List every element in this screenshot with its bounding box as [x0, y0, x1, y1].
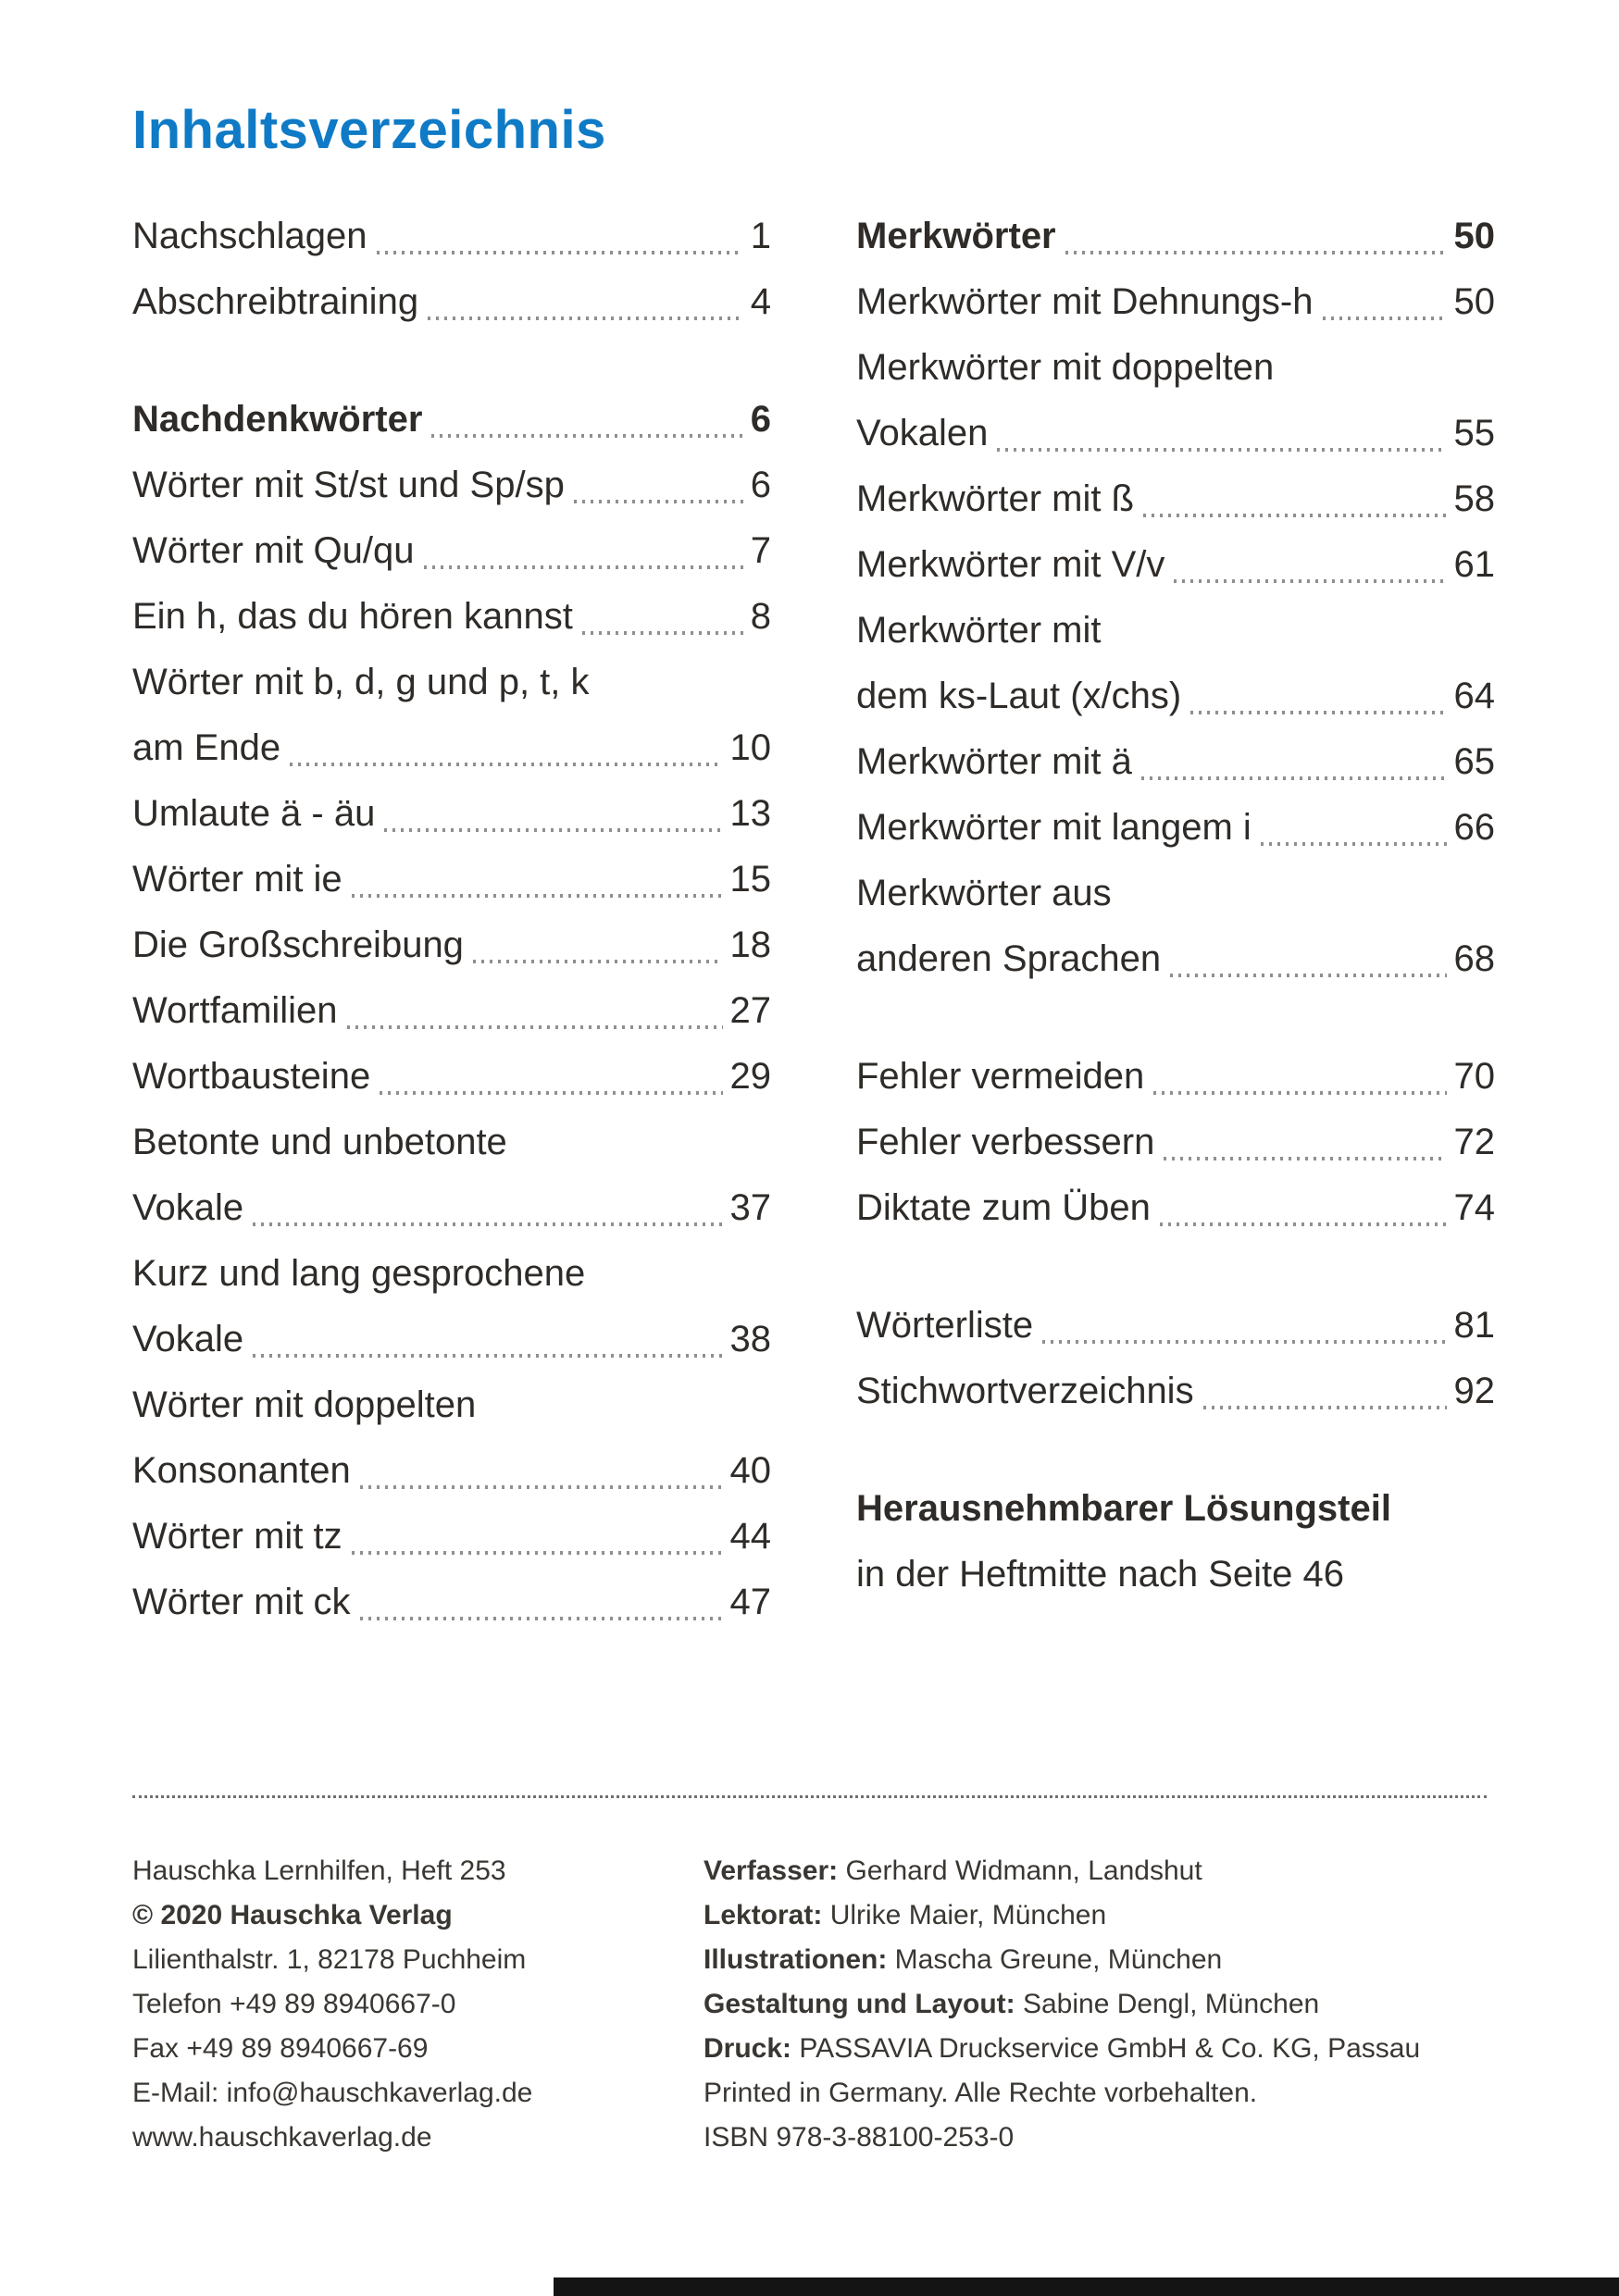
- toc-entry-label: anderen Sprachen: [856, 938, 1162, 979]
- toc-entry-page-number: 68: [1453, 938, 1495, 979]
- toc-entry-page-number: 66: [1453, 807, 1495, 848]
- footer-line-label: Illustrationen:: [704, 1944, 888, 1975]
- footer-line-text: © 2020 Hauschka Verlag: [132, 1900, 453, 1930]
- toc-entry-label: Wörterliste: [856, 1305, 1034, 1346]
- toc-entry-label: Kurz und lang gesprochene: [132, 1253, 586, 1294]
- toc-entry-page-number: 6: [750, 399, 771, 440]
- toc-entry: [132, 978, 771, 1044]
- dotted-leader: [1174, 579, 1446, 583]
- toc-entry-label: Vokale: [132, 1187, 244, 1228]
- footer-line-text: Ulrike Maier, München: [822, 1900, 1107, 1930]
- dotted-leader: [428, 316, 743, 320]
- toc-entry-page-number: 50: [1453, 216, 1495, 256]
- toc-entry: [132, 1044, 771, 1110]
- footer-line: [132, 1849, 704, 1893]
- dotted-leader: [1141, 776, 1447, 780]
- footer-line-text: E-Mail: info@hauschkaverlag.de: [132, 2078, 533, 2108]
- dotted-leader: [1203, 1406, 1447, 1409]
- toc-entry-label: Abschreibtraining: [132, 281, 419, 322]
- toc-entry-label: Merkwörter mit langem i: [856, 807, 1252, 848]
- toc-entry: [132, 387, 771, 453]
- dotted-leader: [380, 1091, 722, 1095]
- toc-entry-label: Wörter mit Qu/qu: [132, 530, 415, 571]
- footer-line: [132, 1982, 704, 2027]
- toc-entry-page-number: 18: [729, 925, 771, 965]
- toc-entry-label: Betonte und unbetonte: [132, 1122, 507, 1162]
- toc-entry-label: Umlaute ä - äu: [132, 793, 376, 834]
- toc-entry-page-number: 58: [1453, 478, 1495, 519]
- toc-entry-page-number: 44: [729, 1516, 771, 1557]
- footer-line: [704, 2027, 1495, 2071]
- dotted-leader: [1160, 1222, 1447, 1226]
- toc-entry-label: in der Heftmitte nach Seite 46: [856, 1554, 1344, 1595]
- toc-entry-page-number: 65: [1453, 741, 1495, 782]
- toc-entry: [856, 204, 1495, 269]
- toc-entry-page-number: 29: [729, 1056, 771, 1097]
- toc-entry-page-number: 64: [1453, 676, 1495, 716]
- toc-entry: [856, 664, 1495, 729]
- toc-entry: [856, 269, 1495, 335]
- dotted-leader: [360, 1485, 723, 1489]
- toc-entry: [856, 729, 1495, 795]
- scan-edge-bar: [554, 2277, 1619, 2296]
- footer-line-label: Lektorat:: [704, 1900, 823, 1930]
- toc-entry-label: Wörter mit tz: [132, 1516, 342, 1557]
- dotted-leader: [424, 565, 743, 569]
- dotted-leader: [352, 1551, 723, 1555]
- dotted-leader: [360, 1617, 723, 1620]
- dotted-leader: [1170, 974, 1446, 977]
- toc-entry: [132, 1110, 771, 1175]
- dotted-leader: [1065, 251, 1447, 254]
- dotted-leader: [1153, 1091, 1446, 1095]
- toc-entry-page-number: 74: [1453, 1187, 1495, 1228]
- toc-entry: [132, 204, 771, 269]
- footer-line-label: Gestaltung und Layout:: [704, 1989, 1015, 2019]
- toc-entry-label: Merkwörter: [856, 216, 1056, 256]
- footer-line: [704, 1982, 1495, 2027]
- toc-entry: [132, 650, 771, 715]
- toc-entry-page-number: 1: [750, 216, 771, 256]
- footer-line: [132, 1938, 704, 1982]
- toc-entry: [856, 1044, 1495, 1110]
- toc-entry: [132, 518, 771, 584]
- toc-entry: [132, 715, 771, 781]
- toc-entry: [132, 1570, 771, 1635]
- toc-entry-label: Vokale: [132, 1319, 244, 1359]
- toc-entry-page-number: 40: [729, 1450, 771, 1491]
- dotted-leader: [582, 631, 743, 635]
- dotted-leader: [377, 251, 743, 254]
- toc-entry-label: Diktate zum Üben: [856, 1187, 1151, 1228]
- toc-entry: [132, 1438, 771, 1504]
- toc-entry-page-number: 8: [750, 596, 771, 637]
- footer-line: [704, 1893, 1495, 1938]
- footer-line-text: Mascha Greune, München: [887, 1944, 1223, 1975]
- toc-entry: [856, 1110, 1495, 1175]
- toc-entry-label: Herausnehmbarer Lösungsteil: [856, 1488, 1391, 1529]
- toc-entry: [856, 1359, 1495, 1424]
- dotted-leader: [473, 960, 723, 963]
- toc-entry: [856, 1542, 1495, 1607]
- toc-entry: [132, 912, 771, 978]
- toc-entry: [856, 795, 1495, 861]
- dotted-leader: [352, 894, 723, 898]
- toc-entry-label: dem ks-Laut (x/chs): [856, 676, 1182, 716]
- toc-entry-label: Die Großschreibung: [132, 925, 464, 965]
- toc-entry-page-number: 27: [729, 990, 771, 1031]
- footer-line: [704, 1938, 1495, 1982]
- toc-entry: [856, 861, 1495, 926]
- toc-entry-label: Merkwörter mit V/v: [856, 544, 1165, 585]
- dotted-leader: [431, 434, 742, 438]
- toc-entry: [856, 401, 1495, 466]
- footer-line-text: ISBN 978-3-88100-253-0: [704, 2122, 1015, 2153]
- toc-entry-label: Nachschlagen: [132, 216, 367, 256]
- toc-entry-page-number: 15: [729, 859, 771, 900]
- toc-entry-page-number: 81: [1453, 1305, 1495, 1346]
- dotted-leader: [1143, 514, 1447, 517]
- toc-entry-page-number: 10: [729, 727, 771, 768]
- toc-entry-label: Wortbausteine: [132, 1056, 371, 1097]
- footer-line-text: Sabine Dengl, München: [1015, 1989, 1320, 2019]
- footer-line-text: PASSAVIA Druckservice GmbH & Co. KG, Passau: [791, 2033, 1421, 2064]
- toc-entry: [132, 847, 771, 912]
- toc-entry-page-number: 50: [1453, 281, 1495, 322]
- toc-entry-page-number: 6: [750, 465, 771, 505]
- footer-line: [704, 2071, 1495, 2116]
- dotted-leader: [347, 1025, 723, 1029]
- footer-line-label: Verfasser:: [704, 1855, 839, 1886]
- toc-entry: [856, 335, 1495, 401]
- toc-entry-page-number: 13: [729, 793, 771, 834]
- footer-line: [704, 2116, 1495, 2160]
- footer-line-label: Druck:: [704, 2033, 792, 2064]
- toc-section-gap: [132, 335, 771, 387]
- footer-line: [132, 1893, 704, 1938]
- toc-entry: [132, 269, 771, 335]
- toc-entry-label: Merkwörter mit doppelten: [856, 347, 1275, 388]
- dotted-leader: [1042, 1340, 1446, 1344]
- toc-entry-page-number: 61: [1453, 544, 1495, 585]
- dotted-leader: [384, 828, 722, 832]
- dotted-leader: [1190, 711, 1446, 714]
- toc-entry-page-number: 4: [750, 281, 771, 322]
- dotted-leader: [253, 1354, 722, 1358]
- toc-entry-label: Merkwörter mit: [856, 610, 1102, 651]
- toc-entry: [856, 926, 1495, 992]
- toc-entry-page-number: 47: [729, 1582, 771, 1622]
- footer-line-text: www.hauschkaverlag.de: [132, 2122, 432, 2153]
- dotted-leader: [1323, 316, 1447, 320]
- footer-line-text: Fax +49 89 8940667-69: [132, 2033, 429, 2064]
- toc-entry: [856, 466, 1495, 532]
- footer-line-text: Printed in Germany. Alle Rechte vorbehalten.: [704, 2078, 1258, 2108]
- dotted-leader: [290, 763, 722, 766]
- toc-entry-label: Merkwörter mit Dehnungs-h: [856, 281, 1314, 322]
- toc-entry: [856, 1175, 1495, 1241]
- toc-entry: [132, 1504, 771, 1570]
- toc-section-gap: [856, 1424, 1495, 1476]
- toc-entry: [856, 532, 1495, 598]
- page-title: Inhaltsverzeichnis: [132, 100, 606, 160]
- toc-column-right: [856, 204, 1495, 1635]
- footer-line: [704, 1849, 1495, 1893]
- footer-line: [132, 2116, 704, 2160]
- toc-entry-page-number: 92: [1453, 1371, 1495, 1411]
- toc-entry: [132, 1175, 771, 1241]
- footer-credits: [704, 1849, 1495, 2160]
- toc-entry-page-number: 70: [1453, 1056, 1495, 1097]
- toc-entry-label: Konsonanten: [132, 1450, 351, 1491]
- toc-entry-label: Merkwörter mit ä: [856, 741, 1132, 782]
- footer-publisher-info: [132, 1849, 704, 2160]
- toc-section-gap: [856, 992, 1495, 1044]
- toc-entry-label: Ein h, das du hören kannst: [132, 596, 573, 637]
- dotted-leader: [997, 448, 1446, 452]
- toc-entry: [856, 1476, 1495, 1542]
- toc-entry-label: Vokalen: [856, 413, 989, 453]
- toc-entry-label: Wörter mit ie: [132, 859, 342, 900]
- toc-entry-label: Fehler vermeiden: [856, 1056, 1145, 1097]
- toc-entry-page-number: 37: [729, 1187, 771, 1228]
- footer-line-text: Lilienthalstr. 1, 82178 Puchheim: [132, 1944, 527, 1975]
- dotted-leader: [253, 1222, 722, 1226]
- dotted-leader: [1261, 842, 1447, 846]
- toc-entry: [132, 1241, 771, 1307]
- dotted-divider: [132, 1795, 1487, 1798]
- toc-entry: [856, 1293, 1495, 1359]
- dotted-leader: [574, 500, 743, 503]
- toc-entry-page-number: 38: [729, 1319, 771, 1359]
- footer-line: [132, 2071, 704, 2116]
- toc-entry: [132, 584, 771, 650]
- toc-entry-page-number: 72: [1453, 1122, 1495, 1162]
- footer: [132, 1849, 1495, 2160]
- footer-line-text: Gerhard Widmann, Landshut: [838, 1855, 1202, 1886]
- toc-entry-label: Wörter mit St/st und Sp/sp: [132, 465, 565, 505]
- toc-section-gap: [856, 1241, 1495, 1293]
- footer-line-text: Hauschka Lernhilfen, Heft 253: [132, 1855, 506, 1886]
- toc-entry: [132, 1307, 771, 1372]
- dotted-leader: [1164, 1157, 1446, 1160]
- toc-entry-label: Wörter mit b, d, g und p, t, k: [132, 662, 590, 702]
- toc-column-left: [132, 204, 771, 1635]
- toc-entry-page-number: 7: [750, 530, 771, 571]
- toc-entry: [132, 781, 771, 847]
- toc-entry-label: Wörter mit ck: [132, 1582, 351, 1622]
- toc-entry-label: Merkwörter aus: [856, 873, 1112, 913]
- toc-entry-label: Nachdenkwörter: [132, 399, 423, 440]
- toc-entry-label: Wortfamilien: [132, 990, 338, 1031]
- footer-line-text: Telefon +49 89 8940667-0: [132, 1989, 456, 2019]
- footer-line: [132, 2027, 704, 2071]
- toc-entry-label: Fehler verbessern: [856, 1122, 1155, 1162]
- toc-columns: [132, 204, 1495, 1635]
- toc-entry-page-number: 55: [1453, 413, 1495, 453]
- toc-entry-label: am Ende: [132, 727, 281, 768]
- toc-entry-label: Wörter mit doppelten: [132, 1384, 477, 1425]
- toc-entry: [132, 453, 771, 518]
- toc-entry-label: Stichwortverzeichnis: [856, 1371, 1194, 1411]
- toc-entry: [856, 598, 1495, 664]
- toc-entry: [132, 1372, 771, 1438]
- toc-entry-label: Merkwörter mit ß: [856, 478, 1134, 519]
